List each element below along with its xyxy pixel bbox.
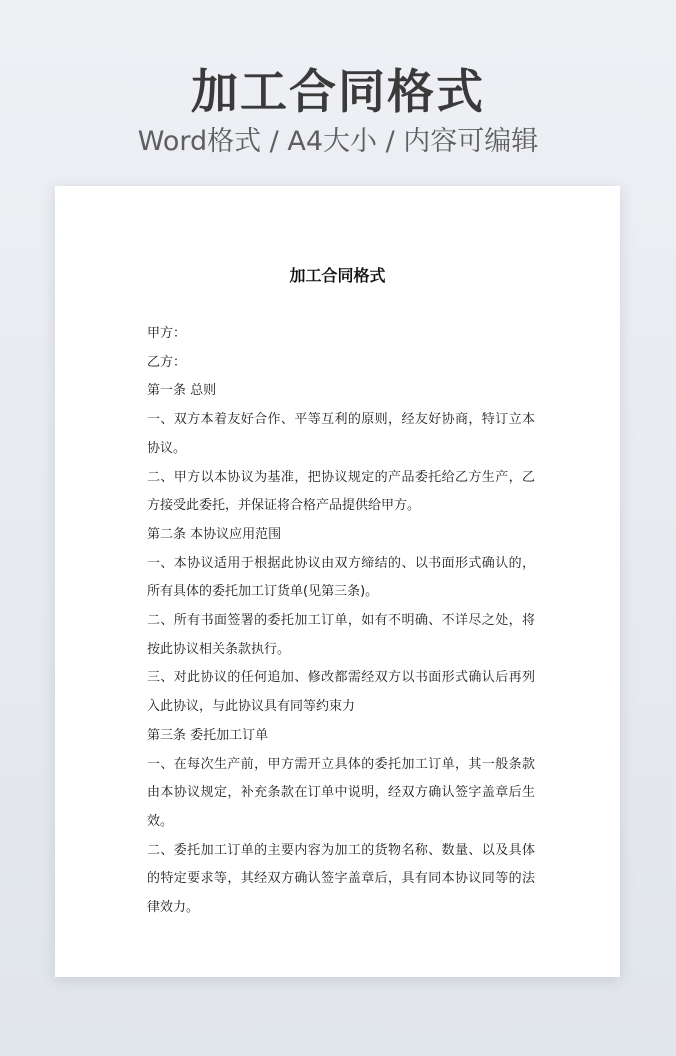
page-title: 加工合同格式	[191, 65, 485, 120]
article-2-clause-3: 三、对此协议的任何追加、修改都需经双方以书面形式确认后再列入此协议，与此协议具有同等约束力	[147, 670, 535, 715]
document-title: 加工合同格式	[289, 266, 386, 285]
party-a-line: 甲方：	[147, 326, 187, 341]
article-3-heading: 第三条 委托加工订单	[147, 727, 269, 743]
article-2-heading: 第二条 本协议应用范围	[147, 526, 282, 542]
article-1-clause-1: 一、双方本着友好合作、平等互利的原则，经友好协商，特订立本协议。	[147, 412, 535, 456]
article-3-clause-2: 二、委托加工订单的主要内容为加工的货物名称、数量、以及具体的特定要求等，其经双方确认签字盖章后，具有同本协议同等的法律效力。	[147, 842, 535, 916]
document-body	[147, 320, 535, 923]
article-1-heading: 第一条 总则	[147, 383, 217, 399]
party-b-line: 乙方：	[147, 354, 187, 370]
document-page	[55, 186, 620, 977]
article-1-clause-2: 二、甲方以本协议为基准，把协议规定的产品委托给乙方生产，乙方接受此委托，并保证将合格产品提供给甲方。	[147, 469, 535, 514]
article-3-clause-1: 一、在每次生产前，甲方需开立具体的委托加工订单，其一般条款由本协议规定，补充条款在订单中说明，经双方确认签字盖章后生效。	[147, 756, 535, 829]
page-header	[0, 62, 676, 160]
page-subtitle: Word格式 / A4大小 / 内容可编辑	[137, 126, 539, 157]
article-2-clause-1: 一、本协议适用于根据此协议由双方缔结的、以书面形式确认的，所有具体的委托加工订货单(见第三条)。	[147, 555, 535, 600]
article-2-clause-2: 二、所有书面签署的委托加工订单，如有不明确、不详尽之处，将按此协议相关条款执行。	[147, 613, 535, 657]
